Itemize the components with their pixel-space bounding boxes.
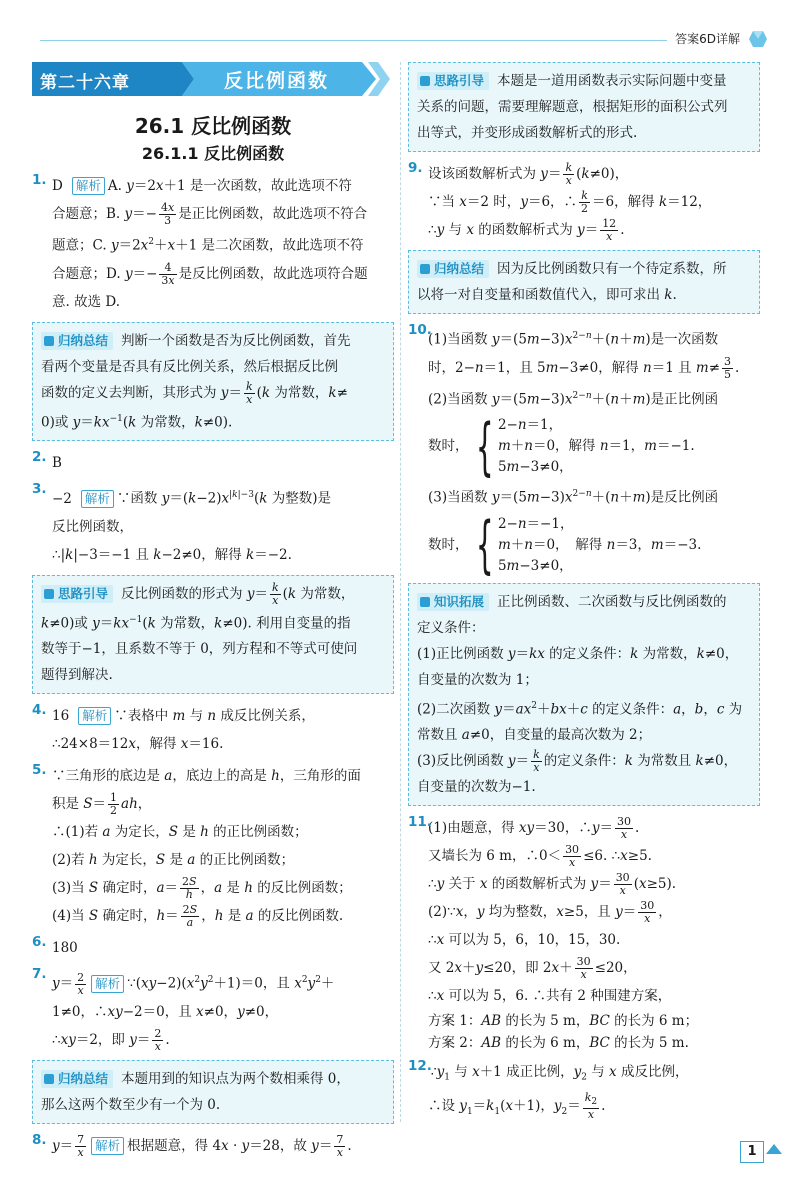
question-number: 2.: [32, 449, 47, 465]
hexagon-icon: [748, 30, 768, 48]
page-number-badge: [740, 1141, 780, 1163]
question-number: 5.: [32, 762, 47, 778]
summary-tag: 归纳总结: [41, 1070, 113, 1088]
header-rule: [40, 40, 720, 41]
guide-box: 思路引导 反比例函数的形式为 y＝ $\frac{k}{x}$ (k 为常数， k≠0)或 $y=kx^{-1}(k$ 为常数，k≠0). 利用自变量的指 数等于−1，且系数不等于 0，列方程和不等式可使问 题得到解决.: [32, 575, 394, 695]
question-number: 9.: [408, 160, 423, 176]
summary-tag: 归纳总结: [417, 260, 489, 278]
question-5: 5. ∵三角形的底边是 a，底边上的高是 h，三角形的面 积是 S＝ $\frac{1}{2}$ ah， ∴(1)若 a 为定长，S 是 h 的正比例函数； (2)若 h 为定长，S 是 a 的正比例函数； (3)当 S 确定时，a＝ $\frac{2S}{h}$ ，a 是 h 的反比例函数； (4)当 S 确定时，h＝ $\frac{2S}{a}$ ，h 是 a 的反比例函数.: [32, 762, 361, 929]
page-header: [30, 28, 780, 52]
analysis-tag: 解析: [91, 975, 124, 993]
up-arrow-icon: [766, 1144, 782, 1154]
summary-box: 归纳总结 判断一个函数是否为反比例函数，首先 看两个变量是否具有反比例关系，然后根据反比例 函数的定义去判断，其形式为 y＝ $\frac{k}{x}$ (k 为常数，k≠ 0)或 $y=kx^{-1}(k$ 为常数，k≠0).: [32, 322, 394, 442]
question-number: 8.: [32, 1131, 47, 1148]
column-divider: [400, 62, 401, 1122]
chapter-title: 反比例函数: [224, 70, 330, 92]
question-6: 6. 180: [32, 934, 78, 956]
question-8: 8. y＝ $\frac{7}{x}$ 解析 根据题意，得 4x · y＝28，故 y＝ $\frac{7}{x}$ .: [32, 1131, 352, 1159]
question-9: 9. 设该函数解析式为 y＝ $\frac{k}{x}$ (k≠0)， ∵当 x＝2 时，y＝6，∴ $\frac{k}{2}$ ＝6，解得 k＝12， ∴y 与 x 的函数解析式为 y＝ $\frac{12}{x}$ .: [408, 160, 712, 243]
right-column: [408, 60, 760, 1129]
question-11: 11. (1)由题意，得 xy＝30，∴y＝ $\frac{30}{x}$ . 又墙长为 6 m，∴0＜ $\frac{30}{x}$ ≤6. ∴x≥5. ∴y 关于 x 的函数解析式为 y＝ $\frac{30}{x}$ (x≥5). (2)∵x，y 均为整数，x≥5，且 y＝ $\frac{30}{x}$ ， ∴x 可以为 5，6，10，15，30. 又 2x＋y≤20，即 2x＋ $\frac{30}{x}$ ≤20， ∴x 可以为 5，6. ∴共有 2 种围建方案， 方案 1：AB 的长为 5 m，BC 的长为 6 m； 方案 2：AB 的长为 6 m，BC 的长为 5 m.: [408, 814, 699, 1051]
guide-tag: 思路引导: [417, 72, 489, 90]
question-2: 2. B: [32, 449, 62, 471]
summary-box: 归纳总结 本题用到的知识点为两个数相乘得 0， 那么这两个数至少有一个为 0.: [32, 1060, 394, 1124]
question-10: 10. (1)当函数 $y=(5m-3)x^{2-n}+(n+m)$是一次函数 时，2−n＝1，且 5m−3≠0，解得 n＝1 且 m≠ $\frac{3}{5}$ . (2)当函数 $y=(5m-3)x^{2-n}+(n+m)$是正比例函 数时， { 2−n＝1， m＋n＝0，解得 n＝1，m＝−1. 5m−3≠0， (3)当函数 $y=(5m-3)x^{2-n}+(n+m)$是反比例函 数时， { 2−n＝−1， m＋n＝0， 解得 n＝3，m＝−3. 5m−3≠0，: [408, 322, 740, 581]
question-number: 3.: [32, 481, 47, 497]
question-number: 11.: [408, 814, 432, 830]
question-12: 12. $\because y_1$ 与 x＋1 成正比例，$y_2$ 与 x 成反比例， ∴设 $y_1=k_1(x+1)$，$y_2=$ $\frac{k_2}{x}$ .: [408, 1058, 689, 1121]
analysis-tag: 解析: [91, 1137, 124, 1155]
question-number: 10.: [408, 322, 432, 338]
extension-box: 知识拓展 正比例函数、二次函数与反比例函数的 定义条件： (1)正比例函数 y＝kx 的定义条件：k 为常数，k≠0， 自变量的次数为 1； (2)二次函数 $y=ax^2+bx+c$ 的定义条件：a，b，c 为 常数且 a≠0，自变量的最高次数为 2； (3)反比例函数 y＝ $\frac{k}{x}$ 的定义条件：k 为常数且 k≠0， 自变量的次数为−1.: [408, 583, 760, 807]
summary-tag: 归纳总结: [41, 332, 113, 350]
question-7: 7. y＝ $\frac{2}{x}$ 解析 $\because(xy-2)(x^2y^2+1)=0$，且 $x^2y^2+$ 1≠0，∴xy−2＝0，且 x≠0，y≠0， ∴xy＝2，即 y＝ $\frac{2}{x}$ .: [32, 966, 335, 1053]
page-number: 1: [740, 1141, 764, 1163]
header-label: 答案6D详解: [667, 30, 740, 47]
section-title: 26.1 反比例函数: [134, 114, 292, 138]
guide-tag: 思路引导: [41, 585, 113, 603]
summary-box: 归纳总结 因为反比例函数只有一个待定系数，所 以将一对自变量和函数值代入，即可求出 k.: [408, 250, 760, 314]
question-number: 7.: [32, 966, 47, 982]
subsection-title: 26.1.1 反比例函数: [141, 144, 285, 163]
question-number: 6.: [32, 934, 47, 950]
question-3: 3. −2 解析 ∵函数 $y=(k-2)x^{|k|-3}(k$ 为整数)是 反比例函数， ∴|k|−3＝−1 且 k−2≠0，解得 k＝−2.: [32, 481, 331, 563]
question-number: 4.: [32, 702, 47, 718]
analysis-tag: 解析: [81, 490, 114, 508]
question-number: 1.: [32, 172, 47, 188]
analysis-tag: 解析: [72, 177, 105, 195]
analysis-tag: 解析: [78, 707, 111, 725]
question-1: 1. D 解析 A. y＝2x＋1 是一次函数，故此选项不符 合题意；B. y＝− $\frac{4x}{3}$ 是正比例函数，故此选项不符合 题意；C. $y=2x^2+x+1$ 是二次函数，故此选项不符 合题意；D. y＝− $\frac{4}{3x}$ 是反比例函数，故此选项符合题 意. 故选 D.: [32, 172, 368, 310]
chapter-banner: [32, 60, 394, 98]
chapter-number: 第二十六章: [40, 73, 130, 93]
question-number: 12.: [408, 1058, 432, 1074]
extension-tag: 知识拓展: [417, 593, 489, 611]
question-4: 4. 16 解析 ∵表格中 m 与 n 成反比例关系， ∴24×8＝12x，解得 x＝16.: [32, 702, 315, 752]
guide-box: 思路引导 本题是一道用函数表示实际问题中变量 关系的问题，需要理解题意，根据矩形的面积公式列 出等式，并变形成函数解析式的形式.: [408, 62, 760, 152]
left-column: [32, 60, 394, 1164]
